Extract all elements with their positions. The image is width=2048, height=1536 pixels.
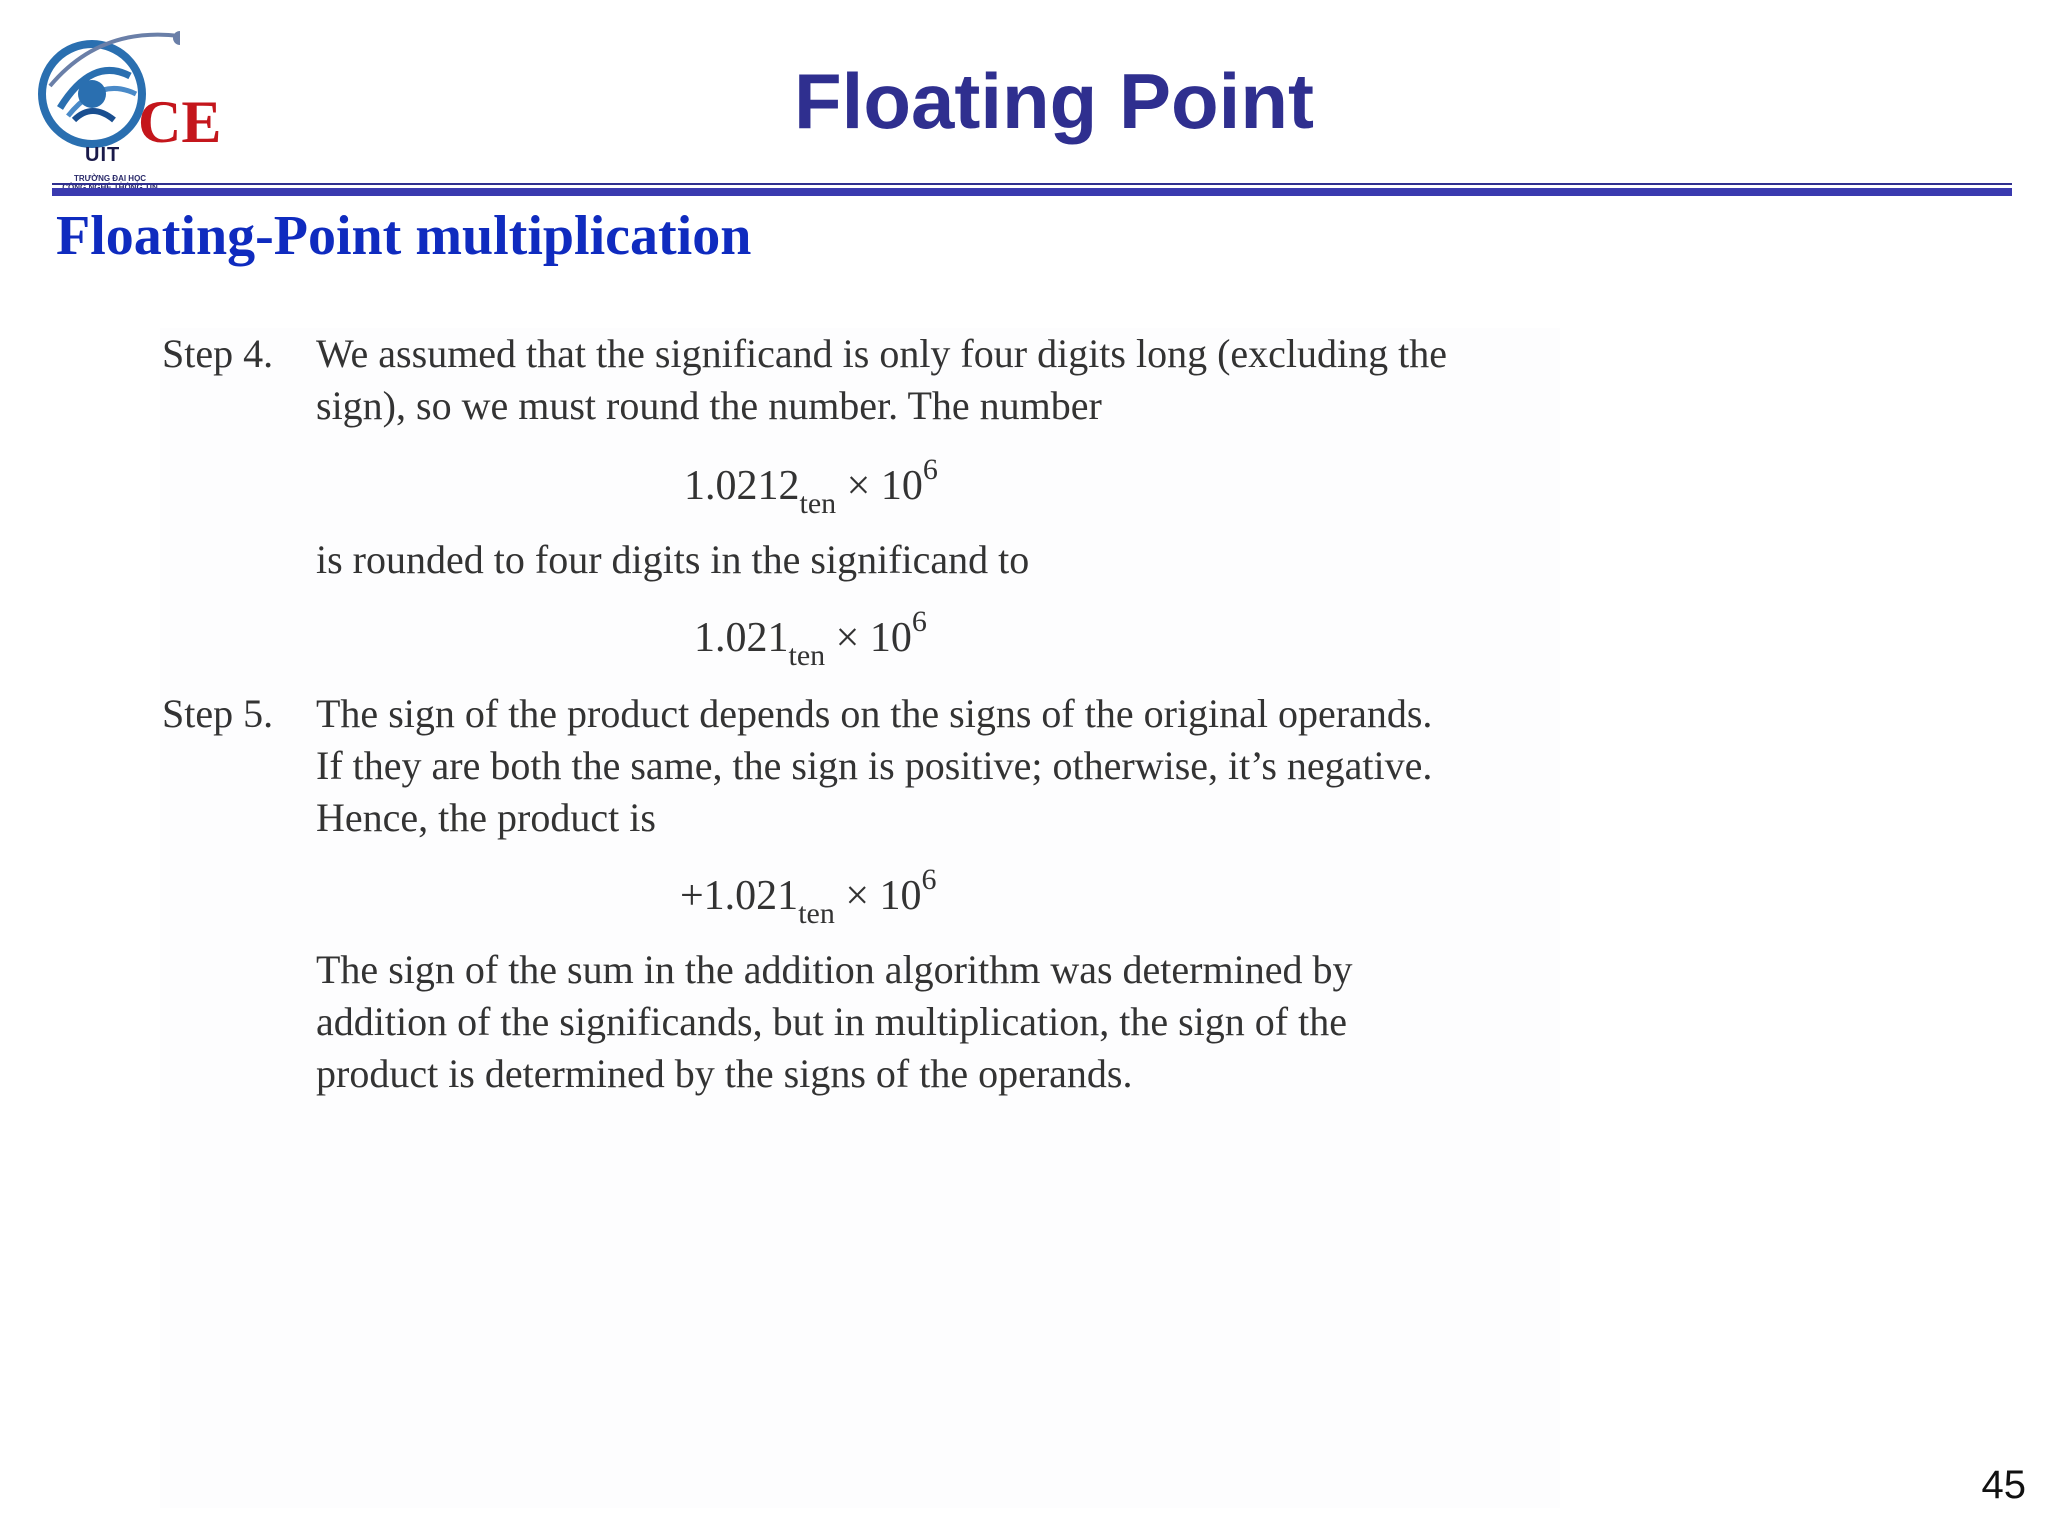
formula-rounded-mantissa: 1.021 — [694, 615, 789, 661]
step5-para-line2: addition of the significands, but in multiplication, the sign of the — [316, 999, 1347, 1044]
formula-rounded-exp: 6 — [911, 605, 927, 638]
formula-rounded-sub: ten — [788, 639, 826, 672]
step5-paragraph — [316, 944, 1558, 1100]
formula-product-sub: ten — [798, 897, 835, 930]
step5-line3: Hence, the product is — [316, 795, 656, 840]
slide-title: Floating Point — [794, 57, 1314, 145]
step5-para-line3: product is determined by the signs of the operands. — [316, 1051, 1133, 1096]
formula-product-times: × — [845, 873, 870, 919]
step4-text — [316, 328, 1558, 432]
step4-line1: We assumed that the significand is only four digits long (excluding the — [316, 331, 1448, 376]
step5-para-line1: The sign of the sum in the addition algorithm was determined by — [316, 947, 1353, 992]
formula-unrounded — [684, 453, 938, 520]
step5-line2: If they are both the same, the sign is positive; otherwise, it’s negative. — [316, 743, 1433, 788]
title-divider-thick — [52, 188, 2012, 196]
page-number: 45 — [1981, 1463, 2026, 1507]
formula-product-base: 10 — [879, 873, 922, 919]
formula-product — [680, 863, 937, 930]
formula-product-exp: 6 — [921, 863, 937, 896]
formula-rounded — [694, 605, 927, 672]
step5-text — [316, 688, 1558, 844]
logo-uit-text: UIT — [85, 144, 121, 166]
formula-rounded-base: 10 — [869, 615, 912, 661]
title-divider-thin — [52, 183, 2012, 185]
formula-unrounded-sub: ten — [799, 487, 837, 520]
step4-label: Step 4. — [162, 331, 274, 376]
textbook-excerpt — [160, 328, 1560, 1508]
step4-line2: sign), so we must round the number. The number — [316, 383, 1102, 428]
step4-mid-text: is rounded to four digits in the significand to — [316, 537, 1030, 582]
step5-label: Step 5. — [162, 691, 274, 736]
formula-product-mantissa: +1.021 — [680, 873, 799, 919]
step5-line1: The sign of the product depends on the signs of the original operands. — [316, 691, 1433, 736]
formula-unrounded-times: × — [846, 463, 871, 509]
formula-unrounded-exp: 6 — [922, 453, 938, 486]
logo-ce-text: CE — [138, 89, 222, 155]
formula-unrounded-mantissa: 1.0212 — [684, 463, 800, 509]
logo-subtitle-line1: TRƯỜNG ĐẠI HỌC — [73, 174, 147, 183]
slide-subtitle: Floating-Point multiplication — [56, 205, 752, 267]
formula-rounded-times: × — [835, 615, 860, 661]
formula-unrounded-base: 10 — [880, 463, 923, 509]
